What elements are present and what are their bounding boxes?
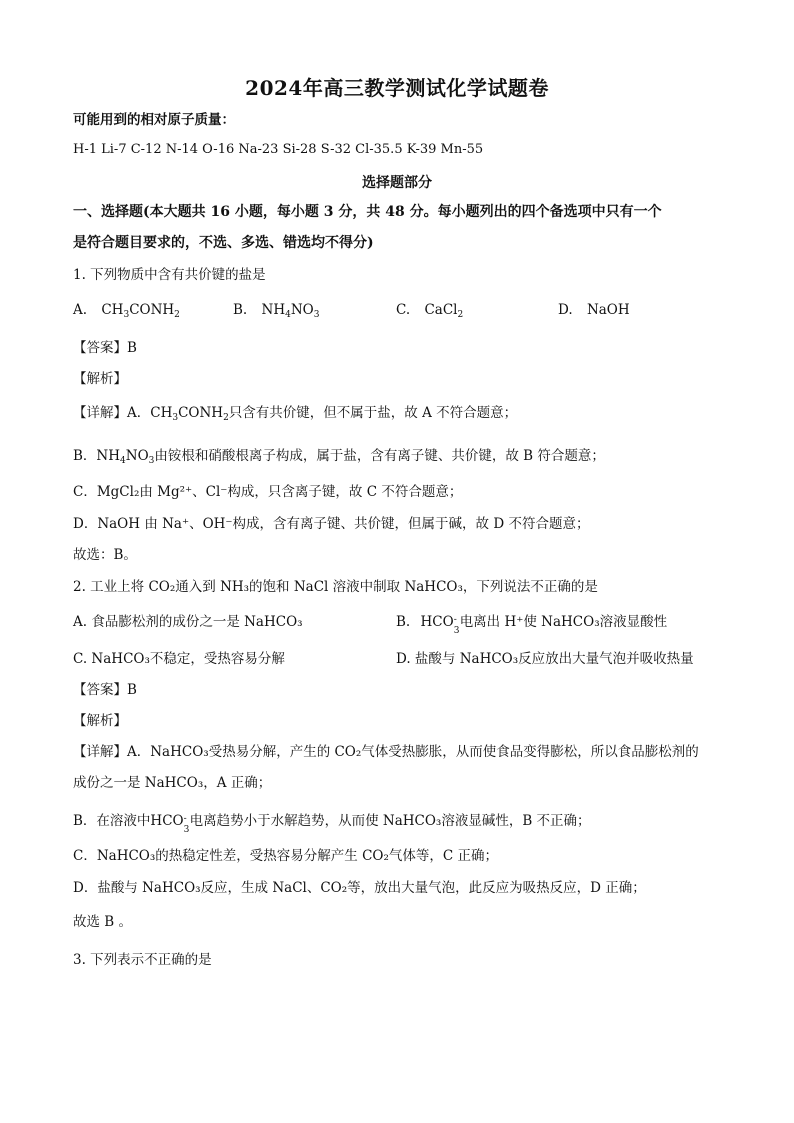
q2-detail-b-prefix: B．在溶液中 [73,813,151,829]
q2-conclusion: 故选 B 。 [73,914,133,930]
q1-detail-c: C．MgCl₂由 Mg²⁺、Cl⁻构成，只含离子键，故 C 不符合题意； [73,484,463,500]
q2-analysis-label: 【解析】 [73,713,127,729]
q1-conclusion: 故选：B。 [73,547,137,563]
q2-option-b[interactable] [396,612,668,636]
q2-detail-b-formula: HCO - 3 [150,813,190,835]
q1-detail-a-formula: $CH_3CONH_2$ [150,405,229,423]
q2-option-d[interactable]: D. 盐酸与 NaHCO₃反应放出大量气泡并吸收热量 [396,651,694,667]
part1-instructions-line2: 是符合题目要求的，不选、多选、错选均不得分) [73,235,374,251]
q1-option-a-label: A. [73,302,88,318]
q1-detail-b [73,446,605,466]
q1-option-c-label: C. [396,302,411,318]
q1-detail-a-prefix: 【详解】A． [73,405,151,421]
q1-option-c-formula: CaCl$_2$ [424,302,464,320]
q2-option-b-text: 电离出 H⁺使 NaHCO₃溶液显酸性 [459,614,668,630]
q2-option-b-label: B. [396,614,411,630]
q2-answer: 【答案】B [73,682,137,698]
q2-detail-a-line1: 【详解】A．NaHCO₃受热易分解，产生的 CO₂气体受热膨胀，从而使食品变得膨松，所以食品膨松剂的 [73,744,699,760]
q1-option-b[interactable] [233,300,319,320]
q2-option-b-formula: HCO - 3 [420,614,460,636]
q1-option-c[interactable] [396,300,463,320]
q1-detail-b-prefix: B． [73,448,97,464]
q1-option-d-formula: NaOH [586,302,630,318]
q2-detail-d: D．盐酸与 NaHCO₃反应，生成 NaCl、CO₂等，放出大量气泡，此反应为吸热反应，D 正确； [73,880,646,896]
q1-option-d[interactable] [558,300,630,320]
part1-instructions-line1: 一、选择题(本大题共 16 小题，每小题 3 分，共 48 分。每小题列出的四个备选项中只有一个 [73,204,662,220]
q1-option-b-formula: $NH_4NO_3$ [261,302,320,320]
q2-detail-a-line2: 成份之一是 NaHCO₃，A 正确； [73,775,272,791]
q1-stem: 1. 下列物质中含有共价键的盐是 [73,267,266,283]
q1-option-d-label: D. [558,302,573,318]
q2-stem: 2. 工业上将 CO₂通入到 NH₃的饱和 NaCl 溶液中制取 NaHCO₃，下列说法不正确的是 [73,579,598,595]
q1-analysis-label: 【解析】 [73,371,127,387]
q1-option-a[interactable] [73,300,180,320]
q2-detail-b [73,811,591,835]
q1-option-a-formula: $CH_3CONH_2$ [101,302,180,320]
q2-detail-c: C．NaHCO₃的热稳定性差，受热容易分解产生 CO₂气体等，C 正确； [73,848,498,864]
q1-detail-a [73,403,517,423]
q2-option-c[interactable]: C. NaHCO₃不稳定，受热容易分解 [73,651,285,667]
q3-stem: 3. 下列表示不正确的是 [73,952,212,968]
section-title: 选择题部分 [362,175,432,191]
q2-option-a[interactable]: A. 食品膨松剂的成份之一是 NaHCO₃ [73,614,303,630]
q2-detail-b-suffix: 电离趋势小于水解趋势，从而使 NaHCO₃溶液显碱性，B 不正确； [189,813,591,829]
q1-detail-b-formula: $NH_4NO_3$ [96,448,155,466]
atomic-mass-header: 可能用到的相对原子质量： [73,112,235,128]
page-title: 2024年高三教学测试化学试题卷 [245,76,549,100]
q1-detail-b-suffix: 由铵根和硝酸根离子构成，属于盐，含有离子键、共价键，故 B 符合题意； [154,448,605,464]
q1-detail-d: D．NaOH 由 Na⁺、OH⁻构成，含有离子键、共价键，但属于碱，故 D 不符合题意； [73,516,590,532]
q1-option-b-label: B. [233,302,248,318]
q1-detail-a-suffix: 只含有共价键，但不属于盐，故 A 不符合题意； [228,405,518,421]
q1-answer: 【答案】B [73,340,137,356]
atomic-mass-list: H-1 Li-7 C-12 N-14 O-16 Na-23 Si-28 S-32 Cl-35.5 K-39 Mn-55 [73,142,484,157]
